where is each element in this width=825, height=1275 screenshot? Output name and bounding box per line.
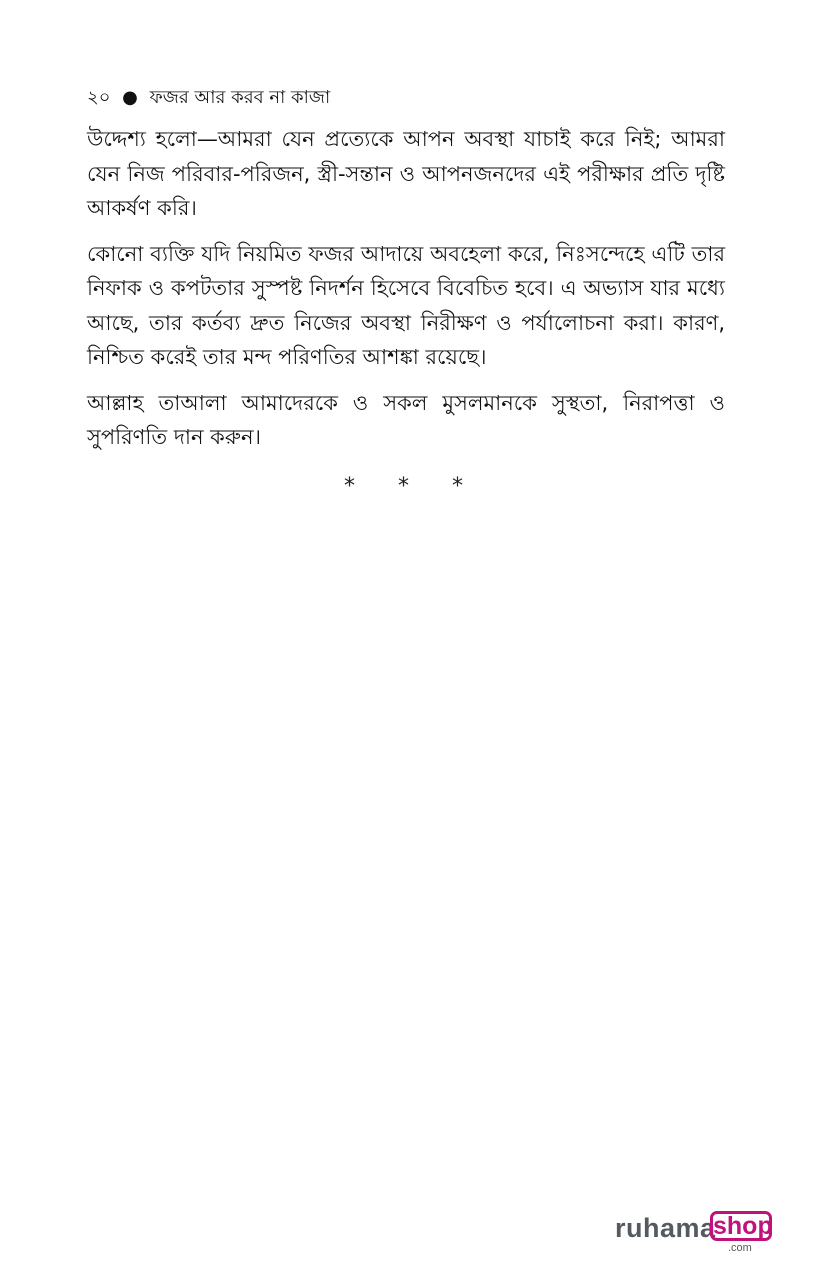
paragraph-2: কোনো ব্যক্তি যদি নিয়মিত ফজর আদায়ে অবহেলা করে, নিঃসন্দেহে এটি তার নিফাক ও কপটতার সুস্পষ্ট নিদর্শন হিসেবে বিবেচিত হবে। এ অভ্যাস যার মধ্যে আছে, তার কর্তব্য দ্রুত নিজের অবস্থা নিরীক্ষণ ও পর্যালোচনা করা। কারণ, নিশ্চিত করেই তার মন্দ পরিণতির আশঙ্কা রয়েছে। [87, 241, 725, 369]
brand-shop-text: shop [713, 1212, 773, 1240]
paragraph-3: আল্লাহ তাআলা আমাদেরকে ও সকল মুসলমানকে সুস্থতা, নিরাপত্তা ও সুপরিণতি দান করুন। [87, 390, 725, 449]
book-title: ফজর আর করব না কাজা [149, 87, 331, 108]
brand-suffix-text: .com [728, 1242, 752, 1254]
header-bullet: ● [122, 87, 138, 108]
section-ornament: * * * [344, 474, 481, 499]
page-number: ২০ [87, 87, 111, 108]
ruhamashop-watermark-logo [615, 1211, 775, 1257]
brand-shop-box [710, 1211, 772, 1241]
running-header [87, 86, 330, 110]
paragraph-1: উদ্দেশ্য হলো—আমরা যেন প্রত্যেকে আপন অবস্থা যাচাই করে নিই; আমরা যেন নিজ পরিবার-পরিজন, স্ত্রী-সন্তান ও আপনজনদের এই পরীক্ষার প্রতি দৃষ্টি আকর্ষণ করি। [87, 127, 725, 220]
brand-main-text: ruhama [615, 1213, 716, 1243]
body-text [87, 122, 725, 466]
